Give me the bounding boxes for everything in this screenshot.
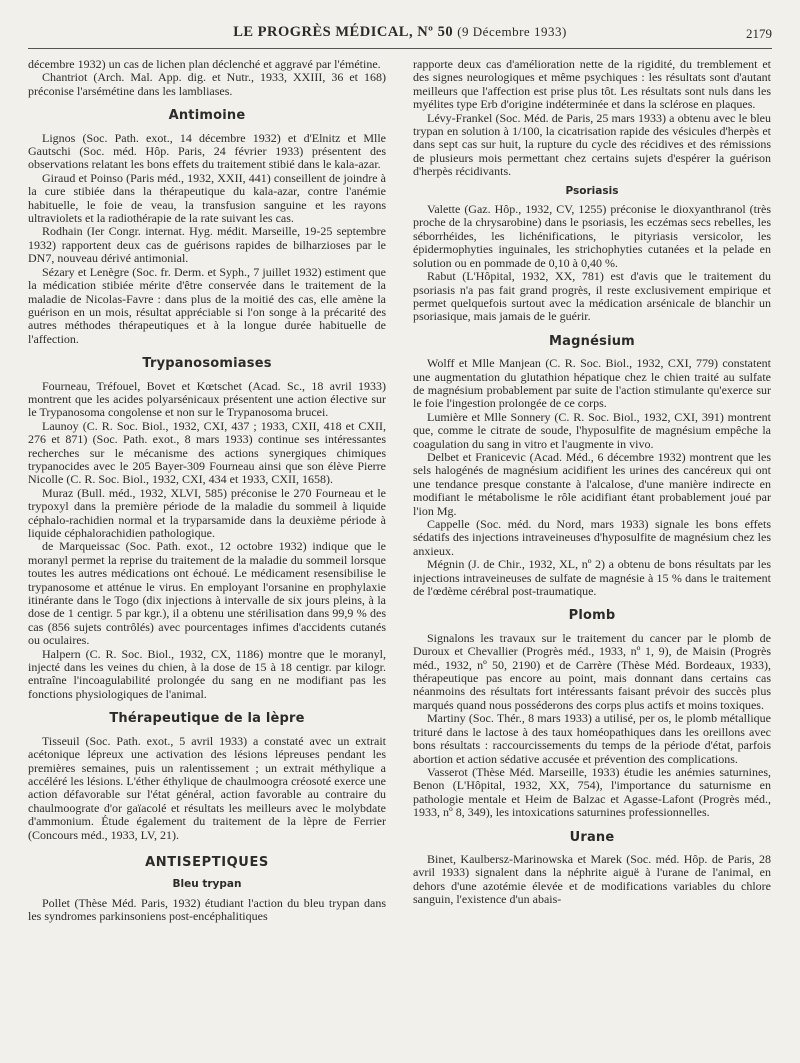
paragraph: décembre 1932) un cas de lichen plan déclenché et aggravé par l'émétine. (28, 57, 381, 71)
journal-name: LE PROGRÈS MÉDICAL, Nº 50 (233, 24, 454, 40)
paragraph: Rabut (L'Hôpital, 1932, XX, 781) est d'avis que le traitement du psoriasis n'a pas fait grand progrès, il reste exclusivement empirique et permet quelquefois surtout avec la médication arsénicale de blanchir un psoriasique, mais jamais de le guérir. (413, 269, 771, 324)
paragraph: Pollet (Thèse Méd. Paris, 1932) étudiant l'action du bleu trypan dans les syndromes parkinsoniens post-encéphalitiques (28, 895, 386, 924)
right-column (413, 58, 771, 907)
left-column (28, 58, 386, 924)
paragraph: Binet, Kaulbersz-Marinowska et Marek (Soc. méd. Hôp. de Paris, 28 avril 1933) signalent dans la néphrite aiguë à l'urane de l'animal, en dehors d'une azotémie élevée et de modifications variables du chlore sanguin, l'existence d'un abais- (413, 851, 771, 907)
subsection-heading-bleu-trypan: Bleu trypan (172, 878, 242, 891)
paragraph: Fourneau, Tréfouel, Bovet et Kœtschet (Acad. Sc., 18 avril 1933) montrent que les acides polyarsénicaux présentent une action élective sur le Trypanosoma congolense et non sur le Trypanosoma brucei. (28, 378, 386, 420)
paragraph: Lignos (Soc. Path. exot., 14 décembre 1932) et d'Elnitz et Mlle Gautschi (Soc. méd. Hôp. Paris, 24 février 1933) présentent des observations relatant les bons effets du traitement stibié dans le kala-azar. (28, 130, 386, 172)
subsection-heading-psoriasis: Psoriasis (565, 184, 619, 197)
paragraph: Rodhain (Ier Congr. internat. Hyg. médit. Marseille, 19-25 septembre 1932) rapportent deux cas de guérisons rapides de bilharzioses par le DN7, nouveau dérivé antimonial. (28, 224, 386, 266)
section-heading-plomb: Plomb (568, 608, 616, 624)
paragraph: Valette (Gaz. Hôp., 1932, CV, 1255) préconise le dioxyanthranol (très proche de la chrysarobine) dans le psoriasis, les eczémas secs rebelles, les séborrhéides, les lichénifications, le pityriasis versicolor, les épidermophyties inguinales, les strichophyties cutanées et la pelade en solution ou en pommade de 0,10 à 0,40 %. (413, 202, 771, 270)
issue-date: (9 Décembre 1933) (457, 24, 567, 39)
paragraph: Tisseuil (Soc. Path. exot., 5 avril 1933) a constaté avec un extrait acétonique lépreux une activation des lésions lépreuses pendant les premières semaines, puis un ralentissement ; un extrait méthylique a accéléré les lésions. L'éther éthylique de chaulmoogra créosoté exerce une action défavorable sur l'état général, action favorable au contraire du chaulmoograte d'or gaïacolé et résultats les meilleurs avec le molybdate d'ammonium. Étude également du traitement de la lèpre de Ferrier (Concours méd., 1933, LV, 21). (28, 733, 386, 842)
paragraph: de Marqueissac (Soc. Path. exot., 12 octobre 1932) indique que le moranyl permet la reprise du traitement de la maladie du sommeil lorsque toutes les autres médications ont échoué. Le médicament resensibilise le trypanosome et atténue le virus. En employant l'orsanine en prophylaxie itinérante dans le Togo (dix injections à intervalle de six jours pleins, à la dose de 1 centigr. 5 par kgr.), il a obtenu une stérilisation dans 99,9 % des cas (856 sujets contrôlés) avec pourcentages infimes d'accidents cutanés ou oculaires. (28, 539, 386, 648)
paragraph: Chantriot (Arch. Mal. App. dig. et Nutr., 1933, XXIII, 36 et 168) préconise l'arsémétine dans les lambliases. (28, 70, 386, 98)
paragraph: Signalons les travaux sur le traitement du cancer par le plomb de Duroux et Chevallier (Progrès méd., 1933, nº 1, 9), de Maisin (Progrès méd., 1932, nº 50, 2190) et de Carrère (Thèse Méd. Bordeaux, 1933), thérapeutique pas encore au point, mais donnant dans certains cas néanmoins des résultats fort intéressants faisant prévoir des succès plus marqués quand nous posséderons des corps plus actifs et moins toxiques. (413, 630, 771, 712)
paragraph: Mégnin (J. de Chir., 1932, XL, nº 2) a obtenu de bons résultats par les injections intraveineuses de sulfate de magnésie à 15 % dans le traitement de l'œdème cérébral post-traumatique. (413, 557, 771, 599)
section-heading-magnesium: Magnésium (549, 333, 635, 349)
section-heading-antiseptiques: ANTISEPTIQUES (145, 854, 269, 870)
running-head (28, 22, 772, 49)
paragraph: Lévy-Frankel (Soc. Méd. de Paris, 25 mars 1933) a obtenu avec le bleu trypan en solution à 1/100, la cicatrisation rapide des vésicules d'herpès et dans sept cas sur huit, la rupture du cycle des récidives et des rémissions de plusieurs mois permettant chez certains sujets d'espérer la guérison d'herpès récidivants. (413, 110, 771, 179)
paragraph: Wolff et Mlle Manjean (C. R. Soc. Biol., 1932, CXI, 779) constatent une augmentation du glutathion hépatique chez le chien traité au sulfate de magnésium probablement par suite de l'action stimulante qu'exerce sur le foie l'ingestion prolongée de ce corps. (413, 356, 771, 411)
journal-title (28, 24, 772, 41)
section-heading-lepre: Thérapeutique de la lèpre (109, 711, 305, 727)
section-heading-urane: Urane (569, 829, 615, 845)
section-heading-antimoine: Antimoine (168, 108, 246, 124)
paragraph: Sézary et Lenègre (Soc. fr. Derm. et Syph., 7 juillet 1932) estiment que la médication stibiée mérite d'être conservée dans le traitement de la maladie de Nicolas-Favre : dans plus de la moitié des cas, elle amène la guérison en un mois, résultat appréciable si l'on songe à la précarité des autres méthodes thérapeutiques et à la longue durée habituelle de l'affection. (28, 264, 386, 346)
paragraph: Launoy (C. R. Soc. Biol., 1932, CXI, 437 ; 1933, CXII, 418 et CXII, 276 et 871) (Soc. Path. exot., 8 mars 1933) continue ses intéressantes recherches sur le mécanisme des actions synergiques chimiques trypanocides avec le 205 Bayer-309 Fourneau ainsi que son élève Pierre Nicolle (C. R. Soc. Biol., 1932, CXI, 434 et 1933, CXII, 1658). (28, 418, 386, 487)
paragraph: Cappelle (Soc. méd. du Nord, mars 1933) signale les bons effets sédatifs des injections intraveineuses d'hyposulfite de magnésium chez les anxieux. (413, 517, 771, 558)
paragraph: Martiny (Soc. Thér., 8 mars 1933) a utilisé, per os, le plomb métallique trituré dans le lactose à des taux homéopathiques dans les oreillons avec bons résultats : raccourcissements du temps de la période d'état, parfois abortion et action sédative accusée et prévention des complications. (413, 711, 771, 766)
paragraph: Halpern (C. R. Soc. Biol., 1932, CX, 1186) montre que le moranyl, injecté dans les veines du chien, à la dose de 15 à 18 centigr. par kilogr. entraîne l'incoagulabilité prolongée du sang en ne modifiant pas les fonctions physiologiques de l'animal. (28, 646, 386, 701)
paragraph: rapporte deux cas d'amélioration nette de la rigidité, du tremblement et des signes neurologiques et même psychiques : les résultats sont d'autant meilleurs que l'affection est prise plus tôt. Les résultats sont nuls dans les myélites type Erb d'origine indéterminée et dans la sclérose en plaques. (413, 57, 771, 112)
section-heading-trypanosomiases: Trypanosomiases (142, 356, 272, 372)
page-number: 2179 (746, 26, 772, 41)
paragraph: Lumière et Mlle Sonnery (C. R. Soc. Biol., 1932, CXI, 391) montrent que, comme le citrate de soude, l'hyposulfite de magnésium empêche la coagulation du sang in vitro et l'augmente in vivo. (413, 409, 771, 451)
paragraph: Giraud et Poinso (Paris méd., 1932, XXII, 441) conseillent de joindre à la cure stibiée dans la thérapeutique du kala-azar, contre l'anémie habituelle, le foie de veau, la transfusion sanguine et les rayons ultraviolets et la radiothérapie de la rate suivant les cas. (28, 170, 386, 226)
paragraph: Vasserot (Thèse Méd. Marseille, 1933) étudie les anémies saturnines, Benon (L'Hôpital, 1932, XX, 754), l'importance du saturnisme en pathologie mentale et Heim de Balzac et Agasse-Lafont (Progrès méd., 1933, nº 8, 349), les intoxications saturnines professionnelles. (413, 764, 771, 820)
paragraph: Delbet et Franicevic (Acad. Méd., 6 décembre 1932) montrent que les sels halogénés de magnésium acidifient les urines des cancéreux qui ont une tendance presque constante à l'alcalose, d'une manière indirecte en modifiant le métabolisme le rôle acidifiant étant probablement joué par l'ion Mg. (413, 449, 771, 518)
paragraph: Muraz (Bull. méd., 1932, XLVI, 585) préconise le 270 Fourneau et le trypoxyl dans la première période de la maladie du sommeil à liquide céphalo-rachidien normal et la tryparsamide dans la deuxième période à liquide céphalorachidien pathologique. (28, 485, 386, 540)
